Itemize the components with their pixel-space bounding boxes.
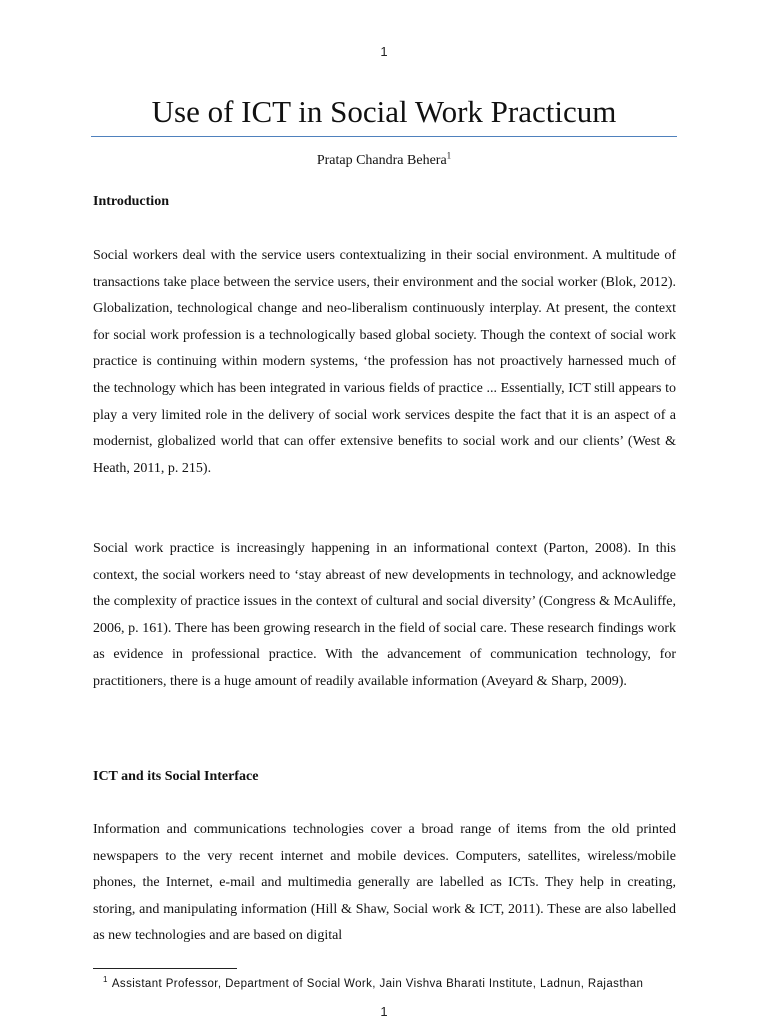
paragraph-introduction-1: Social workers deal with the service users contextualizing in their social environment. A multitude of transactions take place between the service users, their environment and the social worker (Blok, 2012). Globalization, technological change and neo-liberalism continuously interplay. At present, the context for social work profession is a technologically based global society. Though the context of social work practice is continuing within modern systems, ‘the profession has not proactively harnessed much of the technology which has been integrated in various fields of practice ... Essentially, ICT still appears to play a very limited role in the delivery of social work services despite the fact that it is an aspect of a modernist, globalized world that can offer extensive benefits to social work and our clients’ (West & Heath, 2011, p. 215). [93,248,676,476]
paragraph-ict-1: Information and communications technologies cover a broad range of items from the old printed newspapers to the very recent internet and mobile devices. Computers, satellites, wireless/mobile phones, the Internet, e-mail and multimedia generally are labelled as ICTs. They help in creating, storing, and manipulating information (Hill & Shaw, Social work & ICT, 2011). These are also labelled as new technologies and are based on digital [93,822,676,944]
title-underline [91,136,677,137]
footnote-marker: 1 [103,975,108,985]
author-name: Pratap Chandra Behera [316,153,447,168]
author-line [0,151,768,171]
document-title: Use of ICT in Social Work Practicum [151,94,617,129]
section-heading-ict-social-interface: ICT and its Social Interface [93,769,259,784]
paragraph-introduction-2: Social work practice is increasingly happening in an informational context (Parton, 2008). In this context, the social workers need to ‘stay abreast of new developments in technology, and acknowledge the complexity of practice issues in the context of cultural and social diversity’ (Congress & McAuliffe, 2006, p. 161). There has been growing research in the field of social care. These research findings work as evidence in professional practice. With the advancement of communication technology, for practitioners, there is a huge amount of readily available information (Aveyard & Sharp, 2009). [93,541,676,689]
section-heading-introduction: Introduction [93,194,169,209]
author-footnote-marker: 1 [446,150,452,161]
footnote-text: Assistant Professor, Department of Social Work, Jain Vishva Bharati Institute, Ladnun, Rajasthan [111,978,644,990]
header-page-number: 1 [380,44,388,59]
footnote [93,975,693,993]
footnote-separator [93,968,237,969]
footer-page-number: 1 [380,1004,388,1019]
